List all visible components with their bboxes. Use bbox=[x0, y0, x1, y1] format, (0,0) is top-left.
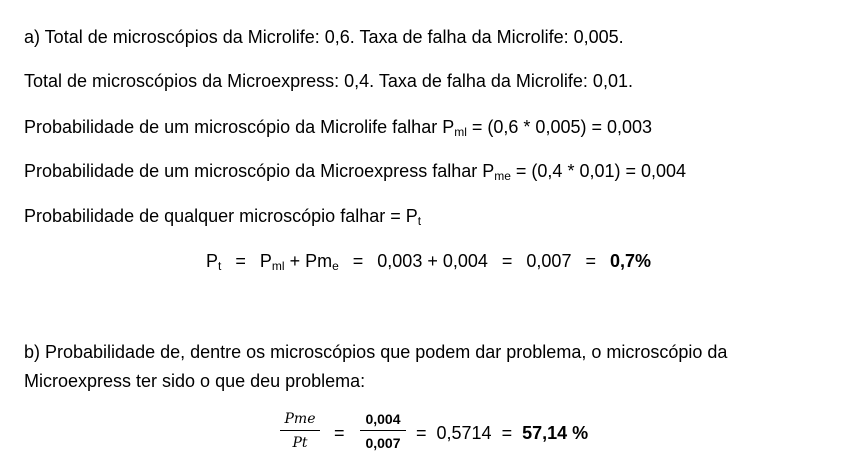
percent-result: 57,14 % bbox=[522, 423, 589, 443]
part-a-line-5 bbox=[24, 205, 421, 227]
eq-sign-2: = bbox=[352, 251, 364, 271]
fraction-symbolic bbox=[280, 411, 320, 451]
eq-result: 0,7% bbox=[609, 251, 651, 271]
result-equation bbox=[416, 422, 588, 444]
fraction-numeric-denominator: 0,007 bbox=[365, 435, 401, 451]
part-a-line-3 bbox=[24, 116, 652, 138]
part-b-line-1: b) Probabilidade de, dentre os microscópios que podem dar problema, o microscópio da bbox=[24, 342, 728, 362]
eq-value: 0,007 bbox=[526, 251, 572, 271]
part-a-line-4 bbox=[24, 160, 686, 182]
microlife-prob-value: = (0,6 * 0,005) = 0,003 bbox=[466, 117, 653, 137]
fraction-bar bbox=[360, 430, 406, 431]
eq-term-1: P bbox=[259, 251, 272, 271]
subscript-me: me bbox=[494, 169, 511, 183]
eq-sum: 0,003 + 0,004 bbox=[377, 251, 488, 271]
fraction-numeric-numerator: 0,004 bbox=[365, 411, 401, 427]
fraction-symbolic-denominator: Pt bbox=[292, 435, 308, 451]
eq-sign-4: = bbox=[585, 251, 596, 271]
subscript-t: t bbox=[417, 214, 422, 228]
eq-lhs: P bbox=[206, 251, 219, 271]
eq-lhs-sub: t bbox=[218, 259, 222, 273]
eq-term-2-sub: e bbox=[332, 259, 339, 273]
part-b-line-2: Microexpress ter sido o que deu problema: bbox=[24, 371, 366, 391]
fraction-symbolic-numerator: Pme bbox=[284, 411, 316, 427]
any-fail-text: Probabilidade de qualquer microscópio falhar = P bbox=[24, 206, 418, 226]
microlife-prob-text: Probabilidade de um microscópio da Microlife falhar P bbox=[24, 117, 455, 137]
eq-term-1-sub: ml bbox=[271, 259, 285, 273]
fraction-equals-sign: = bbox=[334, 423, 345, 443]
microexpress-prob-text: Probabilidade de um microscópio da Microexpress falhar P bbox=[24, 161, 495, 181]
subscript-ml: ml bbox=[454, 125, 467, 139]
fraction-bar bbox=[280, 430, 320, 431]
eq-sign-3: = bbox=[501, 251, 513, 271]
eq-plus-term-2: + Pm bbox=[284, 251, 333, 271]
total-probability-equation bbox=[206, 250, 651, 272]
microexpress-prob-value: = (0,4 * 0,01) = 0,004 bbox=[510, 161, 687, 181]
part-a-line-2: Total de microscópios da Microexpress: 0,4. Taxa de falha da Microlife: 0,01. bbox=[24, 71, 633, 91]
eq-sign-1: = bbox=[235, 251, 246, 271]
part-a-line-1: a) Total de microscópios da Microlife: 0,6. Taxa de falha da Microlife: 0,005. bbox=[24, 27, 624, 47]
decimal-result: = 0,5714 = bbox=[416, 423, 513, 443]
fraction-numeric bbox=[360, 411, 406, 451]
